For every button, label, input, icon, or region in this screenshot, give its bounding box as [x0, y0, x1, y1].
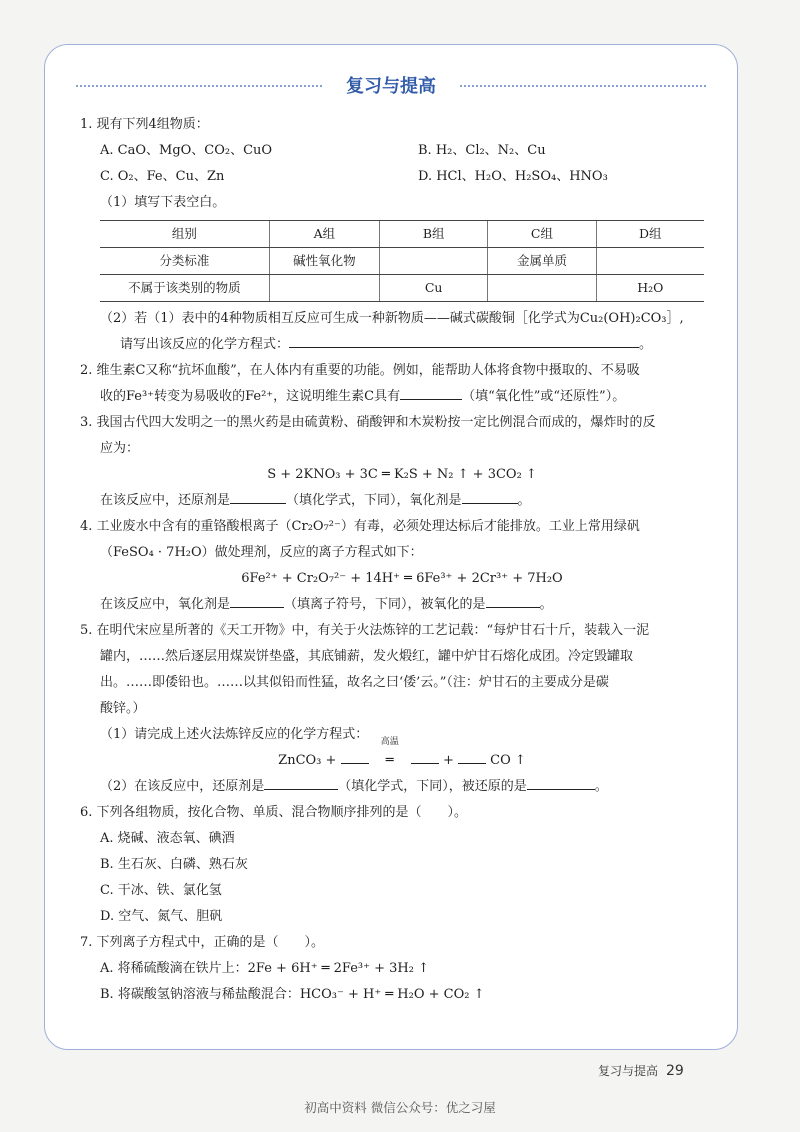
q3-line2: 应为：	[100, 441, 140, 456]
q5-sub2	[80, 774, 704, 800]
q6-option-a: A. 烧碱、液态氧、碘酒	[100, 831, 235, 846]
q7-stem: 7. 下列离子方程式中，正确的是（ ）。	[80, 935, 325, 950]
q4-line2: （FeSO₄ · 7H₂O）做处理剂，反应的离子方程式如下：	[100, 545, 423, 560]
q1-stem: 1. 现有下列4组物质：	[80, 117, 209, 132]
q1-sub2-line1: （2）若（1）表中的4种物质相互反应可生成一种新物质——碱式碳酸铜［化学式为Cu₂(OH)₂CO₃］,	[100, 311, 684, 326]
q5-sub2-text-a: （2）在该反应中，还原剂是	[100, 779, 265, 794]
q3-line3	[80, 488, 704, 514]
q4-text-b: （填离子符号，下同），被氧化的是	[284, 597, 486, 612]
table-cell-blank	[488, 275, 596, 302]
footer-section: 复习与提高	[598, 1064, 659, 1078]
q5-eq-right: CO ↑	[490, 753, 526, 768]
answer-blank[interactable]	[264, 775, 338, 790]
page-number: 29	[666, 1063, 684, 1079]
content	[80, 112, 704, 1008]
q4-line1: 4. 工业废水中含有的重铬酸根离子（Cr₂O₇²⁻）有毒，必须处理达标后才能排放。工业上常用绿矾	[80, 519, 640, 534]
q5-line4: 酸锌。）	[100, 701, 146, 716]
answer-blank[interactable]	[341, 749, 369, 764]
table-row	[100, 248, 704, 275]
q1-sub1: （1）填写下表空白。	[100, 195, 226, 210]
table-cell: H₂O	[596, 275, 704, 302]
q1-option-a: A. CaO、MgO、CO₂、CuO	[100, 143, 273, 158]
q2-line1: 2. 维生素C又称“抗坏血酸”，在人体内有重要的功能。例如，能帮助人体将食物中摄取的、不易吸	[80, 363, 640, 378]
table-cell: 分类标准	[100, 248, 269, 275]
q2-line2	[80, 384, 704, 410]
q6-option-b: B. 生石灰、白磷、熟石灰	[100, 857, 248, 872]
q1-sub2-line2	[80, 332, 704, 358]
q1-sub2-prompt: 请写出该反应的化学方程式：	[120, 337, 290, 352]
classification-table	[100, 220, 704, 302]
answer-blank[interactable]	[289, 333, 639, 348]
q1-option-b: B. H₂、Cl₂、N₂、Cu	[418, 143, 546, 158]
header-dots-left	[76, 85, 322, 87]
q5-equation	[80, 737, 704, 774]
table-header-cell: 组别	[100, 221, 269, 248]
table-cell: 碱性氧化物	[269, 248, 379, 275]
table-header-cell: D组	[596, 221, 704, 248]
q1-option-c: C. O₂、Fe、Cu、Zn	[100, 169, 225, 184]
q3-text-b: （填化学式，下同），氧化剂是	[286, 493, 462, 508]
q2-text: 收的Fe³⁺转变为易吸收的Fe²⁺，这说明维生素C具有	[100, 389, 401, 404]
q1-option-d: D. HCl、H₂O、H₂SO₄、HNO₃	[418, 169, 608, 184]
q7-option-a: A. 将稀硫酸滴在铁片上：2Fe + 6H⁺ ═ 2Fe³⁺ + 3H₂ ↑	[100, 961, 429, 976]
table-cell: 不属于该类别的物质	[100, 275, 269, 302]
q6-option-c: C. 干冰、铁、氯化氢	[100, 883, 222, 898]
table-header-cell: B组	[380, 221, 488, 248]
watermark-text: 初高中资料 微信公众号：优之习屋	[304, 1100, 496, 1115]
q3-text-a: 在该反应中，还原剂是	[100, 493, 231, 508]
q5-eq-plus: +	[442, 753, 454, 768]
answer-blank[interactable]	[411, 749, 439, 764]
table-cell-blank	[380, 248, 488, 275]
q5-sub2-text-b: （填化学式，下同），被还原的是	[338, 779, 527, 794]
q5-line2: 罐内，……然后逐层用煤炭饼垫盛，其底铺薪，发火煅红，罐中炉甘石熔化成团。冷定毁罐取	[100, 649, 634, 664]
q5-line3: 出。……即倭铅也。……以其似铅而性猛，故名之曰‘倭’云。”（注：炉甘石的主要成分是碳	[100, 675, 609, 690]
table-cell-blank	[269, 275, 379, 302]
q1-options-row2	[80, 164, 704, 190]
table-cell: 金属单质	[488, 248, 596, 275]
q3-line1: 3. 我国古代四大发明之一的黑火药是由硫黄粉、硝酸钾和木炭粉按一定比例混合而成的，爆炸时的反	[80, 415, 656, 430]
table-header-row	[100, 221, 704, 248]
q1-sub2-end: 。	[639, 337, 653, 352]
table-cell: Cu	[380, 275, 488, 302]
q3-text-c: 。	[517, 493, 531, 508]
table-header-cell: C组	[488, 221, 596, 248]
q5-sub2-text-c: 。	[594, 779, 608, 794]
q3-equation: S + 2KNO₃ + 3C ═ K₂S + N₂ ↑ + 3CO₂ ↑	[267, 467, 537, 482]
table-row	[100, 275, 704, 302]
section-title: 复习与提高	[346, 76, 436, 97]
q1-options-row1	[80, 138, 704, 164]
answer-blank[interactable]	[230, 593, 284, 608]
q4-line3	[80, 592, 704, 618]
q4-text-c: 。	[539, 597, 553, 612]
q4-equation: 6Fe²⁺ + Cr₂O₇²⁻ + 14H⁺ ═ 6Fe³⁺ + 2Cr³⁺ + 7H₂O	[241, 571, 563, 586]
answer-blank[interactable]	[230, 489, 286, 504]
q5-sub1: （1）请完成上述火法炼锌反应的化学方程式：	[100, 727, 369, 742]
answer-blank[interactable]	[462, 489, 518, 504]
q6-stem: 6. 下列各组物质，按化合物、单质、混合物顺序排列的是（ ）。	[80, 805, 468, 820]
q5-eq-left: ZnCO₃ +	[278, 753, 337, 768]
answer-blank[interactable]	[527, 775, 595, 790]
reaction-condition: 高温	[380, 737, 399, 747]
q6-option-d: D. 空气、氮气、胆矾	[100, 909, 223, 924]
table-cell-blank	[596, 248, 704, 275]
q2-hint: （填“氧化性”或“还原性”）。	[462, 389, 626, 404]
reaction-arrow: 高温 ═	[373, 748, 407, 774]
q5-line1: 5. 在明代宋应星所著的《天工开物》中，有关于火法炼锌的工艺记载：“每炉甘石十斤，装载入一泥	[80, 623, 650, 638]
table-header-cell: A组	[269, 221, 379, 248]
header-dots-right	[460, 85, 706, 87]
page-footer	[598, 1062, 684, 1079]
q7-option-b: B. 将碳酸氢钠溶液与稀盐酸混合：HCO₃⁻ + H⁺ ═ H₂O + CO₂ ↑	[100, 987, 485, 1002]
q4-text-a: 在该反应中，氧化剂是	[100, 597, 231, 612]
answer-blank[interactable]	[400, 385, 462, 400]
answer-blank[interactable]	[486, 593, 540, 608]
section-header	[76, 70, 706, 100]
answer-blank[interactable]	[458, 749, 486, 764]
